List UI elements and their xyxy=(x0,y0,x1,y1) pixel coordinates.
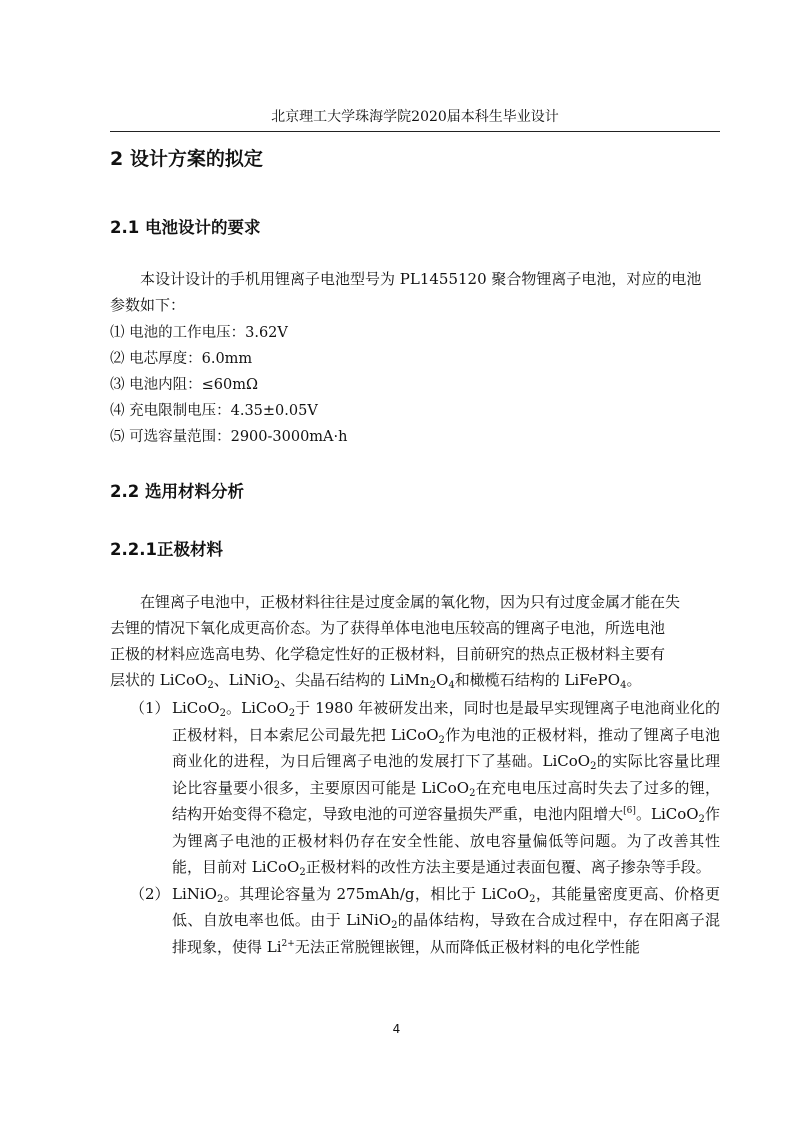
para-line-3: 正极的材料应选高电势、化学稳定性好的正极材料，目前研究的热点正极材料主要有 xyxy=(110,645,666,663)
param-item: ⑶ 电池内阻：≤60mΩ xyxy=(110,377,258,393)
param-item: ⑴ 电池的工作电压：3.62V xyxy=(110,325,288,341)
para-line-2: 去锂的情况下氧化成更高价态。为了获得单体电池电压较高的锂离子电池，所选电池 xyxy=(110,619,666,637)
intro-line-2: 参数如下： xyxy=(110,296,186,314)
list-item-licoo2 xyxy=(110,695,720,881)
chapter-title: 2 设计方案的拟定 xyxy=(110,148,263,170)
item-number: （1） xyxy=(130,699,170,717)
param-item: ⑵ 电芯厚度：6.0mm xyxy=(110,351,253,367)
cathode-intro-paragraph xyxy=(110,589,720,693)
param-item: ⑷ 充电限制电压：4.35±0.05V xyxy=(110,403,318,419)
page-number: 4 xyxy=(392,1022,401,1036)
cathode-materials-list xyxy=(110,695,720,960)
item-number: （2） xyxy=(130,884,170,903)
para-line-4: 层状的 LiCoO$_2$、LiNiO$_2$、尖晶石结构的 $LiMn_2O_4$和橄榄石结构的 LiFePO$_4$。 xyxy=(110,671,642,691)
para-line-1: 在锂离子电池中，正极材料往往是过度金属的氧化物，因为只有过度金属才能在失 xyxy=(140,593,681,611)
running-header: 北京理工大学珠海学院2020届本科生毕业设计 xyxy=(271,109,559,125)
section-2-2-1-title: 2.2.1正极材料 xyxy=(110,540,223,559)
section-2-1-title: 2.1 电池设计的要求 xyxy=(110,218,261,237)
citation-ref: [6] xyxy=(623,806,636,816)
param-item: ⑸ 可选容量范围：2900-3000mA·h xyxy=(110,429,348,445)
list-item-linio2 xyxy=(110,881,720,961)
header-rule xyxy=(110,131,720,132)
item-text: LiCoO$_2$。LiCoO$_2$于 1980 年被研发出来，同时也是最早实现锂离子电池商业化的正极材料，日本索尼公司最先把 LiCoO$_2$作为电池的正极材料，推动了锂离子电池商业化的进程，为日后锂离子电池的发展打下了基础。LiCoO$_2$的实际比容量比理论比容量要小很多，主要原因可能是 LiCoO$_2$在充电电压过高时失去了过多的锂，结构开始变得不稳定，导致电池的可逆容量损失严重，电池内阻增大[6]。LiCoO$_2$作为锂离子电池的正极材料仍存在安全性能、放电容量偏低等问题。为了改善其性能，目前对 LiCoO$_2$正极材料的改性方法主要是通过表面包覆、离子掺杂等手段。 xyxy=(172,699,720,878)
battery-params-list xyxy=(110,320,720,450)
section-2-1-intro xyxy=(110,266,720,318)
intro-line-1: 本设计设计的手机用锂离子电池型号为 PL1455120 聚合物锂离子电池，对应的电池 xyxy=(140,270,702,288)
section-2-2-title: 2.2 选用材料分析 xyxy=(110,482,244,501)
item-text: LiNiO$_2$。其理论容量为 275mAh/g，相比于 LiCoO$_2$，其能量密度更高、价格更低、自放电率也低。由于 LiNiO$_2$的晶体结构，导致在合成过程中，存在阳离子混排现象，使得 $Li^{2+}$无法正常脱锂嵌锂，从而降低正极材料的电化学性能 xyxy=(172,884,720,956)
